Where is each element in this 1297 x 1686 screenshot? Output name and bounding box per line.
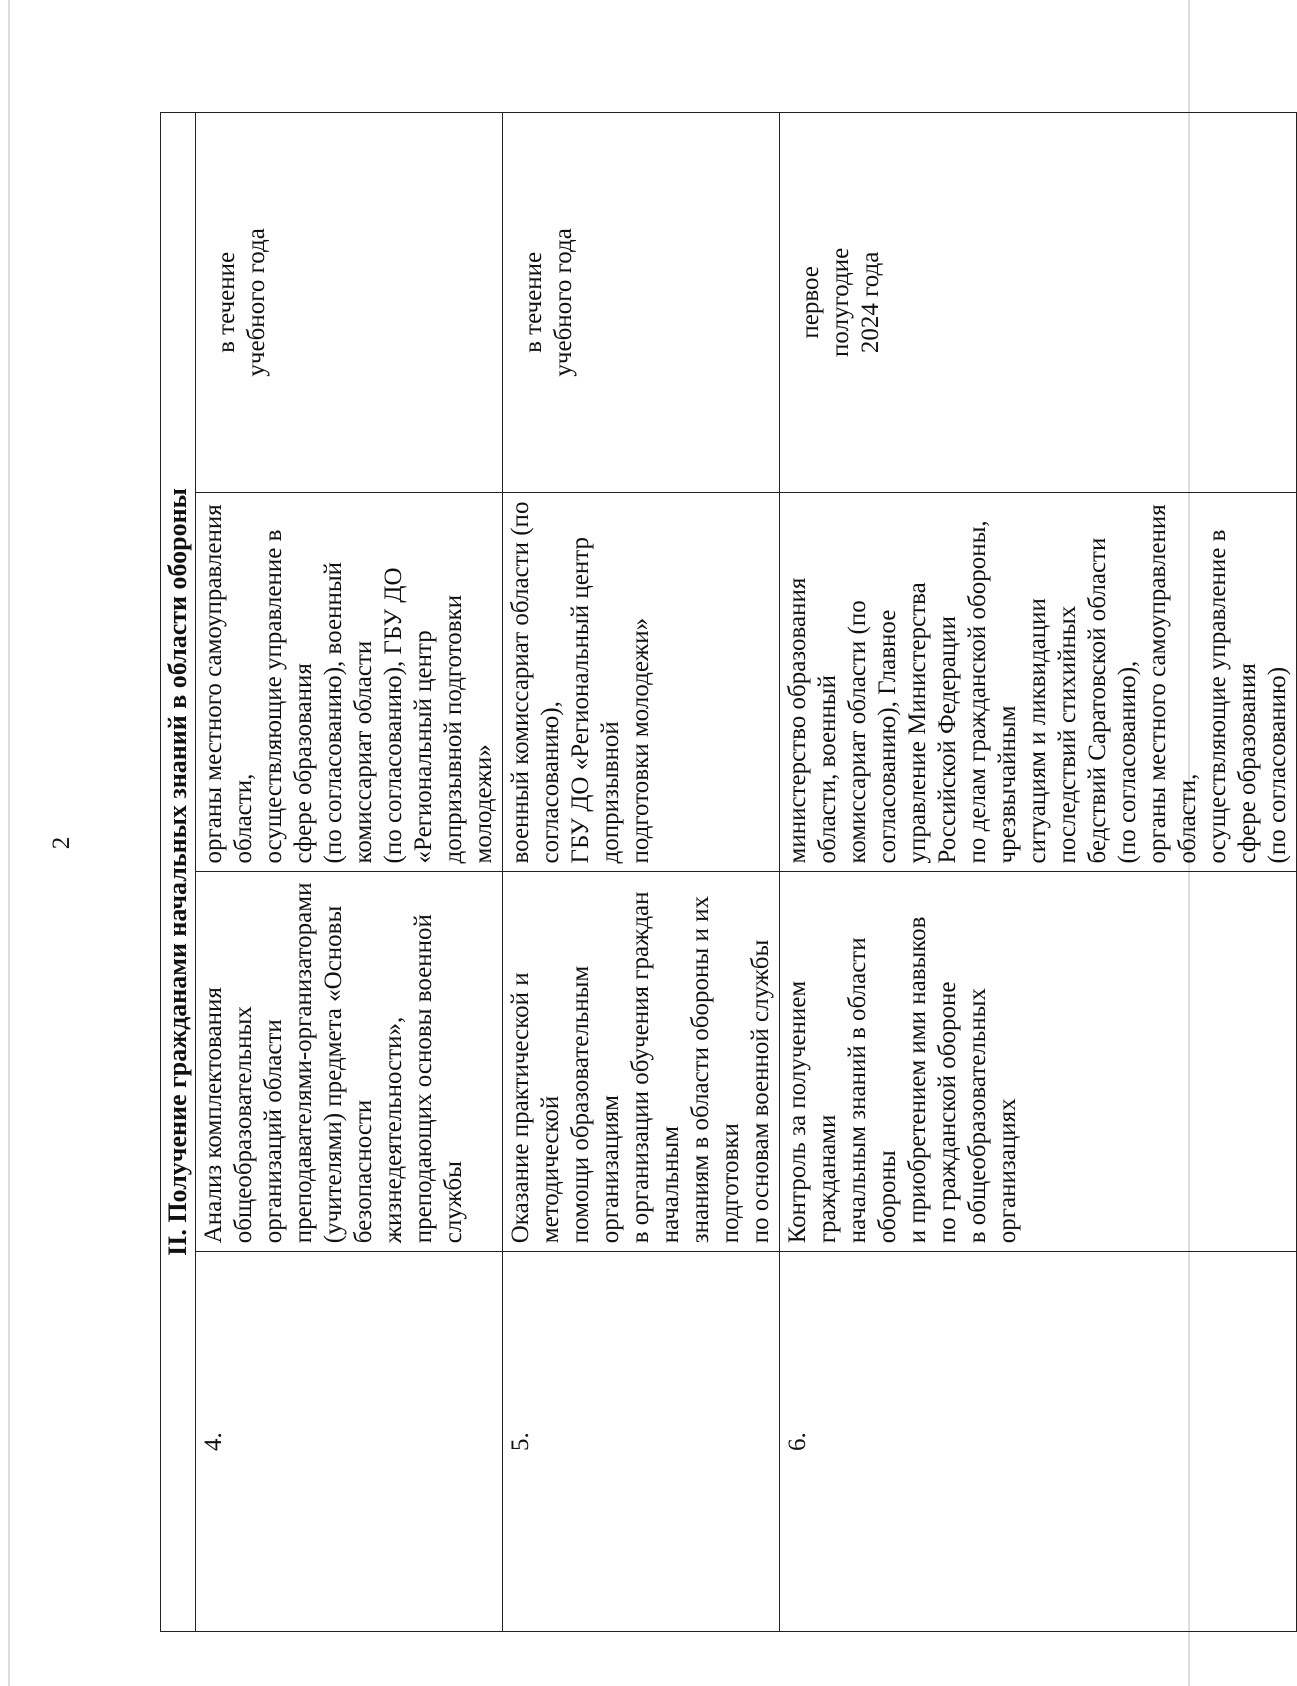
section-header-row (161, 113, 196, 1632)
table-row (503, 113, 780, 1632)
table-row (196, 113, 503, 1632)
scan-edge-left (8, 0, 10, 1686)
plan-table (160, 112, 1297, 1632)
row-number: 5. (503, 1252, 780, 1632)
activity-cell: Анализ комплектования общеобразовательных организаций области преподавателями-организаторами (учителями) предмета «Основы безопасности жизнедеятельности», преподающих основы военной службы (196, 872, 503, 1252)
row-number: 4. (196, 1252, 503, 1632)
activity-cell: Оказание практической и методической помощи образовательным организациям в организации обучения граждан начальным знаниям в области обороны и их подготовки по основам военной службы (503, 872, 780, 1252)
rotated-table-container (160, 76, 1291, 1668)
table-row (780, 113, 1297, 1632)
executors-cell: органы местного самоуправления области, осуществляющие управление в сфере образования (по согласованию), военный комиссариат области (по согласованию), ГБУ ДО «Региональный центр допризывной подготовки молодежи» (196, 492, 503, 872)
deadline-cell: в течение учебного года (503, 113, 780, 493)
page-number: 2 (48, 836, 75, 850)
deadline-cell: в течение учебного года (196, 113, 503, 493)
activity-cell: Контроль за получением гражданами начальным знаний в области обороны и приобретением ими навыков по гражданской обороне в общеобразовательных организациях (780, 872, 1297, 1252)
section-title: II. Получение гражданами начальных знаний в области обороны (161, 113, 196, 1632)
row-number: 6. (780, 1252, 1297, 1632)
executors-cell: военный комиссариат области (по согласованию), ГБУ ДО «Региональный центр допризывной подготовки молодежи» (503, 492, 780, 872)
executors-cell: министерство образования области, военный комиссариат области (по согласованию), Главное управление Министерства Российской Федерации по делам гражданской обороны, чрезвычайным ситуациям и ликвидации последствий стихийных бедствий Саратовской области (по согласованию), органы местного самоуправления области, осуществляющие управление в сфере образования (по согласованию) (780, 492, 1297, 872)
deadline-cell: первое полугодие 2024 года (780, 113, 1297, 493)
